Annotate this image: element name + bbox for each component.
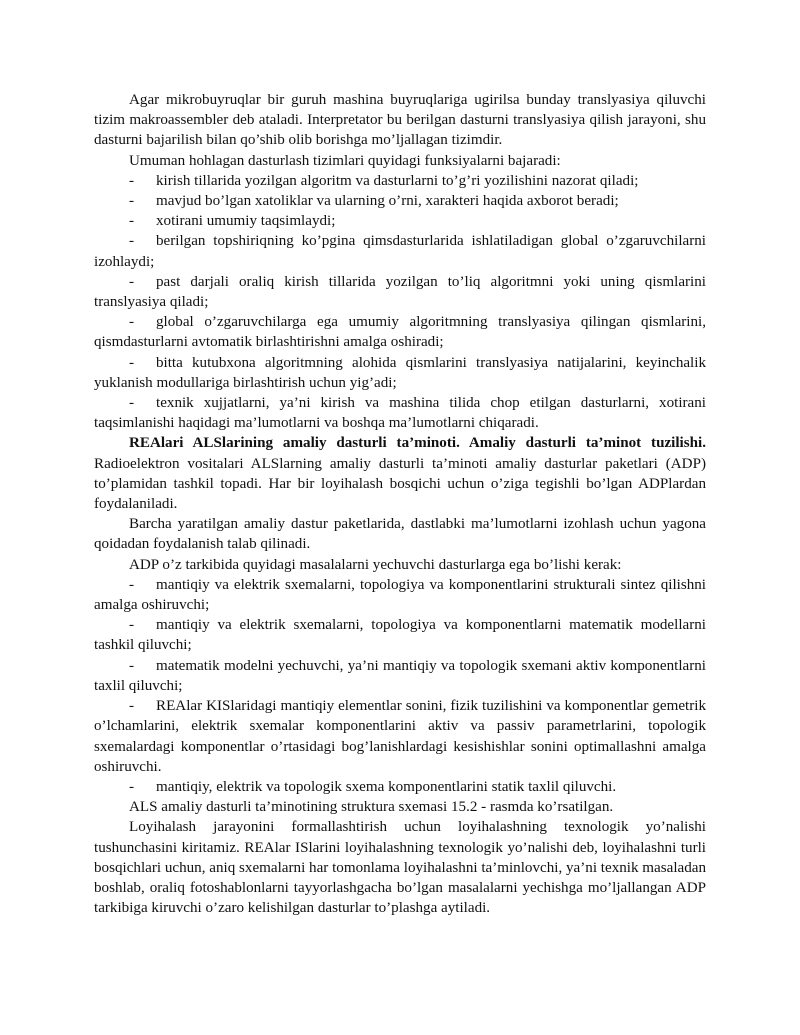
list-item-text: berilgan topshiriqning ko’pgina qimsdasturlarida ishlatiladigan global o’zgaruvchilarni izohlaydi; (94, 233, 706, 270)
list-item-text: past darjali oraliq kirish tillarida yozilgan to’liq algoritmni yoki uning qismlarini translyasiya qiladi; (94, 273, 706, 311)
list-dash: - (129, 273, 135, 290)
list-item-text: xotirani umumiy taqsimlaydi; (156, 213, 336, 230)
list-item (94, 393, 706, 433)
list-item (94, 575, 706, 615)
list-dash: - (129, 314, 135, 331)
list-dash: - (129, 395, 135, 412)
list-item-text: bitta kutubxona algoritmning alohida qismlarini translyasiya natijalarini, keyinchalik yuklanish modullariga birlashtirish uchun yig’adi; (94, 354, 706, 391)
paragraph-technological-direction: Loyihalash jarayonini formallashtirish uchun loyihalashning texnologik yo’nalishi tushunchasini kiritamiz. REAlar ISlarini loyihalashning texnologik yo’nalishi deb, loyihalashni turli bosqichlari uchun, aniq sxemalarni har tomonlama loyihalashni ta’minlovchi, ya’ni texnik masaladan boshlab, oraliq fotoshablonlarni tayyorlashgacha bo’lgan masalalarni yechishga mo’ljallangan ADP tarkibiga kiruvchi o’zaro kelishilgan dasturlar to’plashga aytiladi. (94, 819, 706, 917)
list-item-text: matematik modelni yechuvchi, ya’ni mantiqiy va topologik sxemani aktiv komponentlarni taxlil qiluvchi; (94, 657, 706, 694)
list-item-text: mavjud bo’lgan xatoliklar va ularning o’rni, xarakteri haqida axborot beradi; (156, 193, 619, 210)
list-item-text: REAlar KISlaridagi mantiqiy elementlar sonini, fizik tuzilishini va komponentlar gemetrik o’lchamlarini, elektrik sxemalar komponentlarini aktiv va passiv parametrlarini, topologik sxemalardagi komponentlar o’rtasidagi bog’lanishlardagi kesishishlar sonini optimallashni amalga oshiruvchi. (94, 698, 706, 775)
list-item-text: global o’zgaruvchilarga ega umumiy algoritmning translyasiya qilingan qismlarini, qismdasturlarni avtomatik birlashtirishni amalga oshiradi; (94, 314, 706, 351)
list-dash: - (129, 213, 135, 230)
list-item (94, 696, 706, 777)
list-dash: - (129, 657, 135, 674)
list-dash: - (129, 354, 135, 371)
paragraph-figure-reference: ALS amaliy dasturli ta’minotining struktura sxemasi 15.2 - rasmda ko’rsatilgan. (129, 799, 614, 816)
list-dash: - (129, 576, 135, 593)
functions-list (94, 171, 706, 434)
paragraph-functions-intro: Umuman hohlagan dasturlash tizimlari quyidagi funksiyalarni bajaradi: (129, 152, 561, 169)
list-dash: - (129, 778, 135, 795)
list-item (94, 191, 706, 211)
paragraph-macroassembler: Agar mikrobuyruqlar bir guruh mashina buyruqlariga ugirilsa bunday translyasiya qiluvchi tizim makroassembler deb ataladi. Interpretator bu berilgan dasturni translyasiya qilish jarayoni, shu dasturni bajarilish bilan qo’shib olib borishga mo’ljallagan tizimdir. (94, 92, 706, 149)
list-item-text: mantiqiy va elektrik sxemalarni, topologiya va komponentlarni matematik modellarni tashkil qiluvchi; (94, 617, 706, 654)
list-item (94, 211, 706, 231)
list-dash: - (129, 698, 135, 715)
list-item (94, 353, 706, 393)
list-item (94, 272, 706, 312)
list-item (94, 312, 706, 352)
list-item (94, 656, 706, 696)
list-item-text: mantiqiy va elektrik sxemalarni, topologiya va komponentlarini strukturali sintez qilishni amalga oshiruvchi; (94, 576, 706, 614)
list-dash: - (129, 193, 135, 210)
list-item-text: texnik xujjatlarni, ya’ni kirish va mashina tilida chop etilgan dasturlarni, xotirani taqsimlanishi haqidagi ma’lumotlarni va boshqa ma’lumotlarni chiqaradi. (94, 395, 706, 432)
list-dash: - (129, 172, 135, 189)
list-dash: - (129, 617, 135, 634)
paragraph-uniform-rules: Barcha yaratilgan amaliy dastur paketlarida, dastlabki ma’lumotlarni izohlash uchun yagona qoidadan foydalanish talab qilinadi. (94, 516, 706, 553)
adp-tasks-list (94, 575, 706, 797)
list-item (94, 615, 706, 655)
list-item-text: kirish tillarida yozilgan algoritm va dasturlarni to’g’ri yozilishini nazorat qiladi; (156, 172, 639, 189)
list-item (94, 777, 706, 797)
paragraph-adp-structure (94, 433, 706, 514)
list-dash: - (129, 233, 135, 250)
section-heading: REAlari ALSlarining amaliy dasturli ta’minoti. Amaliy dasturli ta’minot tuzilishi. (129, 435, 706, 452)
list-item (94, 171, 706, 191)
paragraph-adp-tasks-intro: ADP o’z tarkibida quyidagi masalalarni yechuvchi dasturlarga ega bo’lishi kerak: (129, 556, 622, 573)
list-item (94, 231, 706, 271)
list-item-text: mantiqiy, elektrik va topologik sxema komponentlarini statik taxlil qiluvchi. (156, 778, 617, 795)
paragraph-adp-structure-text: Radioelektron vositalari ALSlarning amaliy dasturli ta’minoti amaliy dasturlar paketlari (ADP) to’plamidan tashkil topadi. Har bir loyihalash bosqichi uchun o’ziga tegishli bo’lgan ADPlardan foydalaniladi. (94, 455, 706, 513)
